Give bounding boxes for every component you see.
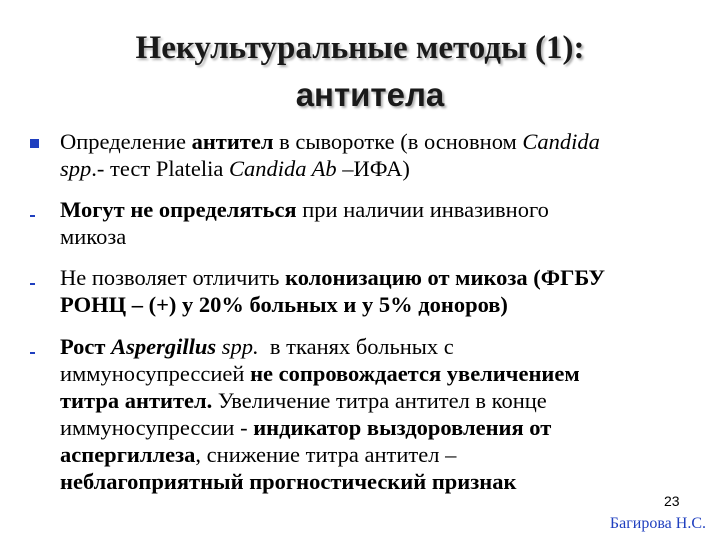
- bullet-line: [60, 128, 700, 155]
- square-bullet-icon: [30, 139, 39, 148]
- text-run: аспергиллеза: [60, 442, 196, 467]
- bullet-line: [60, 387, 700, 414]
- text-run: микоза: [60, 224, 127, 249]
- text-run: Не позволяет отличить: [60, 265, 286, 290]
- text-run: Могут не определяться: [60, 197, 297, 222]
- text-run: , снижение титра антител –: [195, 442, 457, 467]
- text-run: –ИФА): [336, 156, 410, 181]
- bullet-line: [60, 414, 700, 441]
- text-run: spp.: [216, 334, 259, 359]
- text-run: иммуносупрессией: [60, 361, 251, 386]
- bullet-line: [60, 441, 700, 468]
- text-run: титра антител.: [60, 388, 213, 413]
- dash-bullet-icon: [30, 283, 35, 285]
- dash-bullet-icon: [30, 352, 35, 354]
- text-run: Aspergillus: [111, 334, 217, 359]
- page-number: 23: [664, 493, 680, 509]
- bullet-line: [60, 291, 700, 318]
- bullet-line: [60, 223, 700, 250]
- text-run: .- тест Platelia: [91, 156, 229, 181]
- bullet-item: [60, 128, 700, 182]
- text-run: Рост: [60, 334, 112, 359]
- slide-title-line2: антитела: [295, 76, 445, 113]
- text-run: индикатор выздоровления от: [253, 415, 552, 440]
- text-run: в сыворотке (в основном: [273, 129, 523, 154]
- text-run: неблагоприятный прогностический признак: [60, 469, 517, 494]
- text-run: РОНЦ – (+) у 20% больных и у 5% доноров): [60, 292, 508, 317]
- text-run: антител: [191, 129, 274, 154]
- text-run: Определение: [60, 129, 192, 154]
- text-run: Candida Ab: [228, 156, 337, 181]
- bullet-line: [60, 196, 700, 223]
- slide-title-line1: Некультуральные методы (1):: [135, 30, 585, 66]
- text-run: Candida: [522, 129, 600, 154]
- text-run: иммуносупрессии -: [60, 415, 254, 440]
- bullet-line: [60, 155, 700, 182]
- text-run: при наличии инвазивного: [296, 197, 549, 222]
- bullet-line: [60, 468, 700, 495]
- text-run: spp: [60, 156, 92, 181]
- bullet-line: [60, 264, 700, 291]
- text-run: не сопровождается увеличением: [250, 361, 580, 386]
- bullet-item: [60, 333, 700, 495]
- text-run: колонизацию от микоза (ФГБУ: [285, 265, 606, 290]
- bullet-item: [60, 196, 700, 250]
- bullet-line: [60, 360, 700, 387]
- bullet-line: [60, 333, 700, 360]
- dash-bullet-icon: [30, 215, 35, 217]
- author-name: Багирова Н.С.: [609, 515, 706, 532]
- bullet-item: [60, 264, 700, 318]
- text-run: в тканях больных с: [258, 334, 454, 359]
- text-run: Увеличение титра антител в конце: [212, 388, 547, 413]
